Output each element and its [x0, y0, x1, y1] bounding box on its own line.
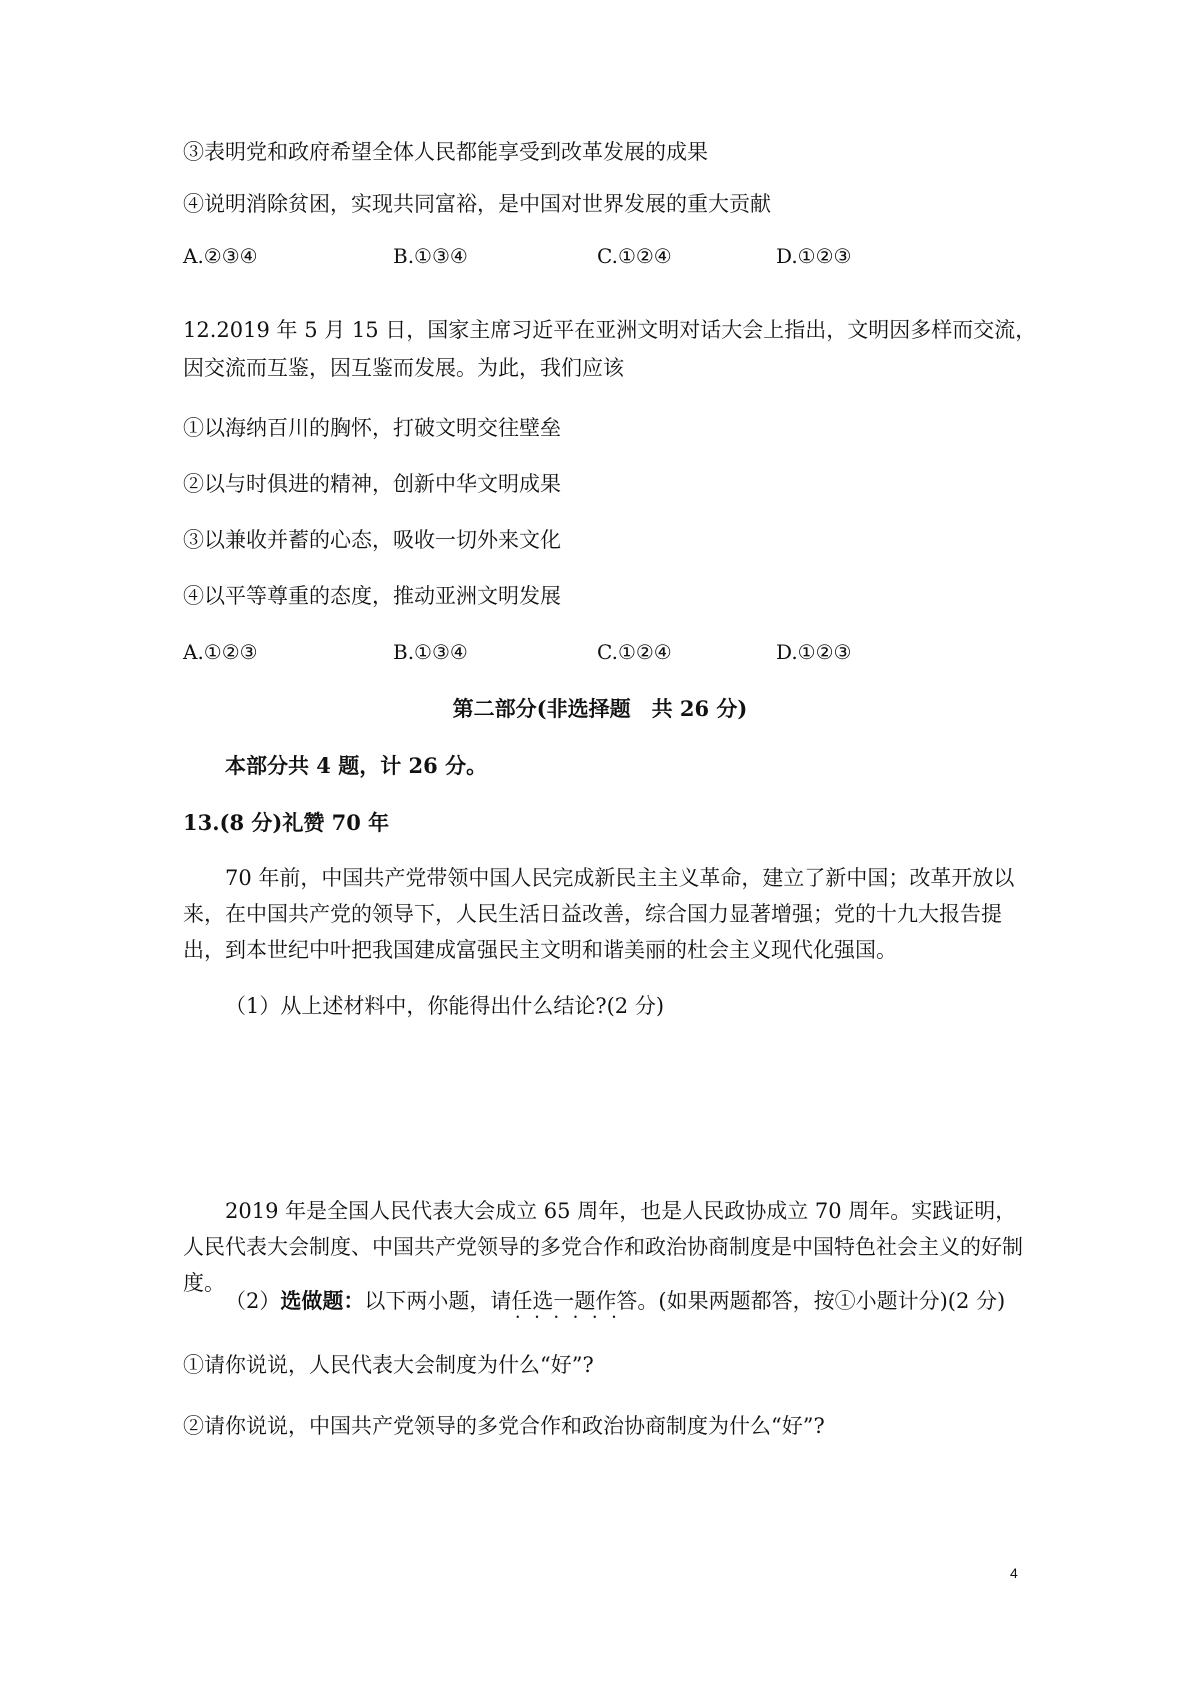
- q11-option-b: B.①③④: [393, 244, 468, 268]
- q13-choice-2: ②请你说说，中国共产党领导的多党合作和政治协商制度为什么“好”?: [183, 1414, 825, 1438]
- q12-item-2: ②以与时俱进的精神，创新中华文明成果: [183, 472, 561, 496]
- q11-item-3: ③表明党和政府希望全体人民都能享受到改革发展的成果: [183, 140, 708, 164]
- q13-sub2-label: 选做题：: [280, 1288, 365, 1313]
- q13-subquestion-2: [225, 1285, 1005, 1317]
- q12-option-c: C.①②④: [597, 640, 672, 664]
- part2-title: 第二部分(非选择题 共 26 分): [452, 696, 748, 721]
- q13-choice-1: ①请你说说，人民代表大会制度为什么“好”?: [183, 1353, 594, 1377]
- part2-intro: 本部分共 4 题，计 26 分。: [225, 753, 488, 778]
- q11-item-4: ④说明消除贫困，实现共同富裕，是中国对世界发展的重大贡献: [183, 192, 771, 216]
- q13-sub2-prefix: （2）: [225, 1289, 281, 1313]
- q13-sub2-emphasis: 任选一题作答 • •: [511, 1289, 637, 1313]
- q12-option-b: B.①③④: [393, 640, 468, 664]
- q13-sub2-text-after: 。(如果两题都答，按①小题计分)(2 分): [637, 1289, 1006, 1313]
- q12-item-1: ①以海纳百川的胸怀，打破文明交往壁垒: [183, 416, 561, 440]
- q13-sub2-text-before: 以下两小题，请: [364, 1289, 512, 1313]
- q11-option-c: C.①②④: [597, 244, 672, 268]
- q11-option-a: A.②③④: [183, 244, 258, 268]
- q13-title: 13.(8 分)礼赞 70 年: [183, 810, 390, 835]
- q12-stem-line-1: 12.2019 年 5 月 15 日，国家主席习近平在亚洲文明对话大会上指出，文明因多样而交流，: [183, 318, 1037, 342]
- q12-option-a: A.①②③: [183, 640, 258, 664]
- q13-material-2: 2019 年是全国人民代表大会成立 65 周年，也是人民政协成立 70 周年。实践证明，人民代表大会制度、中国共产党领导的多党合作和政治协商制度是中国特色社会主义的好制度。: [183, 1199, 1023, 1295]
- q11-option-d: D.①②③: [776, 244, 852, 268]
- q12-item-4: ④以平等尊重的态度，推动亚洲文明发展: [183, 584, 561, 608]
- q12-item-3: ③以兼收并蓄的心态，吸收一切外来文化: [183, 528, 561, 552]
- page-number: 4: [1010, 1565, 1018, 1581]
- q12-stem-line-2: 因交流而互鉴，因互鉴而发展。为此，我们应该: [183, 356, 624, 380]
- q13-subquestion-1: （1）从上述材料中，你能得出什么结论?(2 分): [225, 994, 665, 1018]
- q12-option-d: D.①②③: [776, 640, 852, 664]
- q13-material-1: 70 年前，中国共产党带领中国人民完成新民主主义革命，建立了新中国；改革开放以来，在中国共产党的领导下，人民生活日益改善，综合国力显著增强；党的十九大报告提出，到本世纪中叶把我国建成富强民主文明和谐美丽的杜会主义现代化强国。: [183, 866, 1015, 962]
